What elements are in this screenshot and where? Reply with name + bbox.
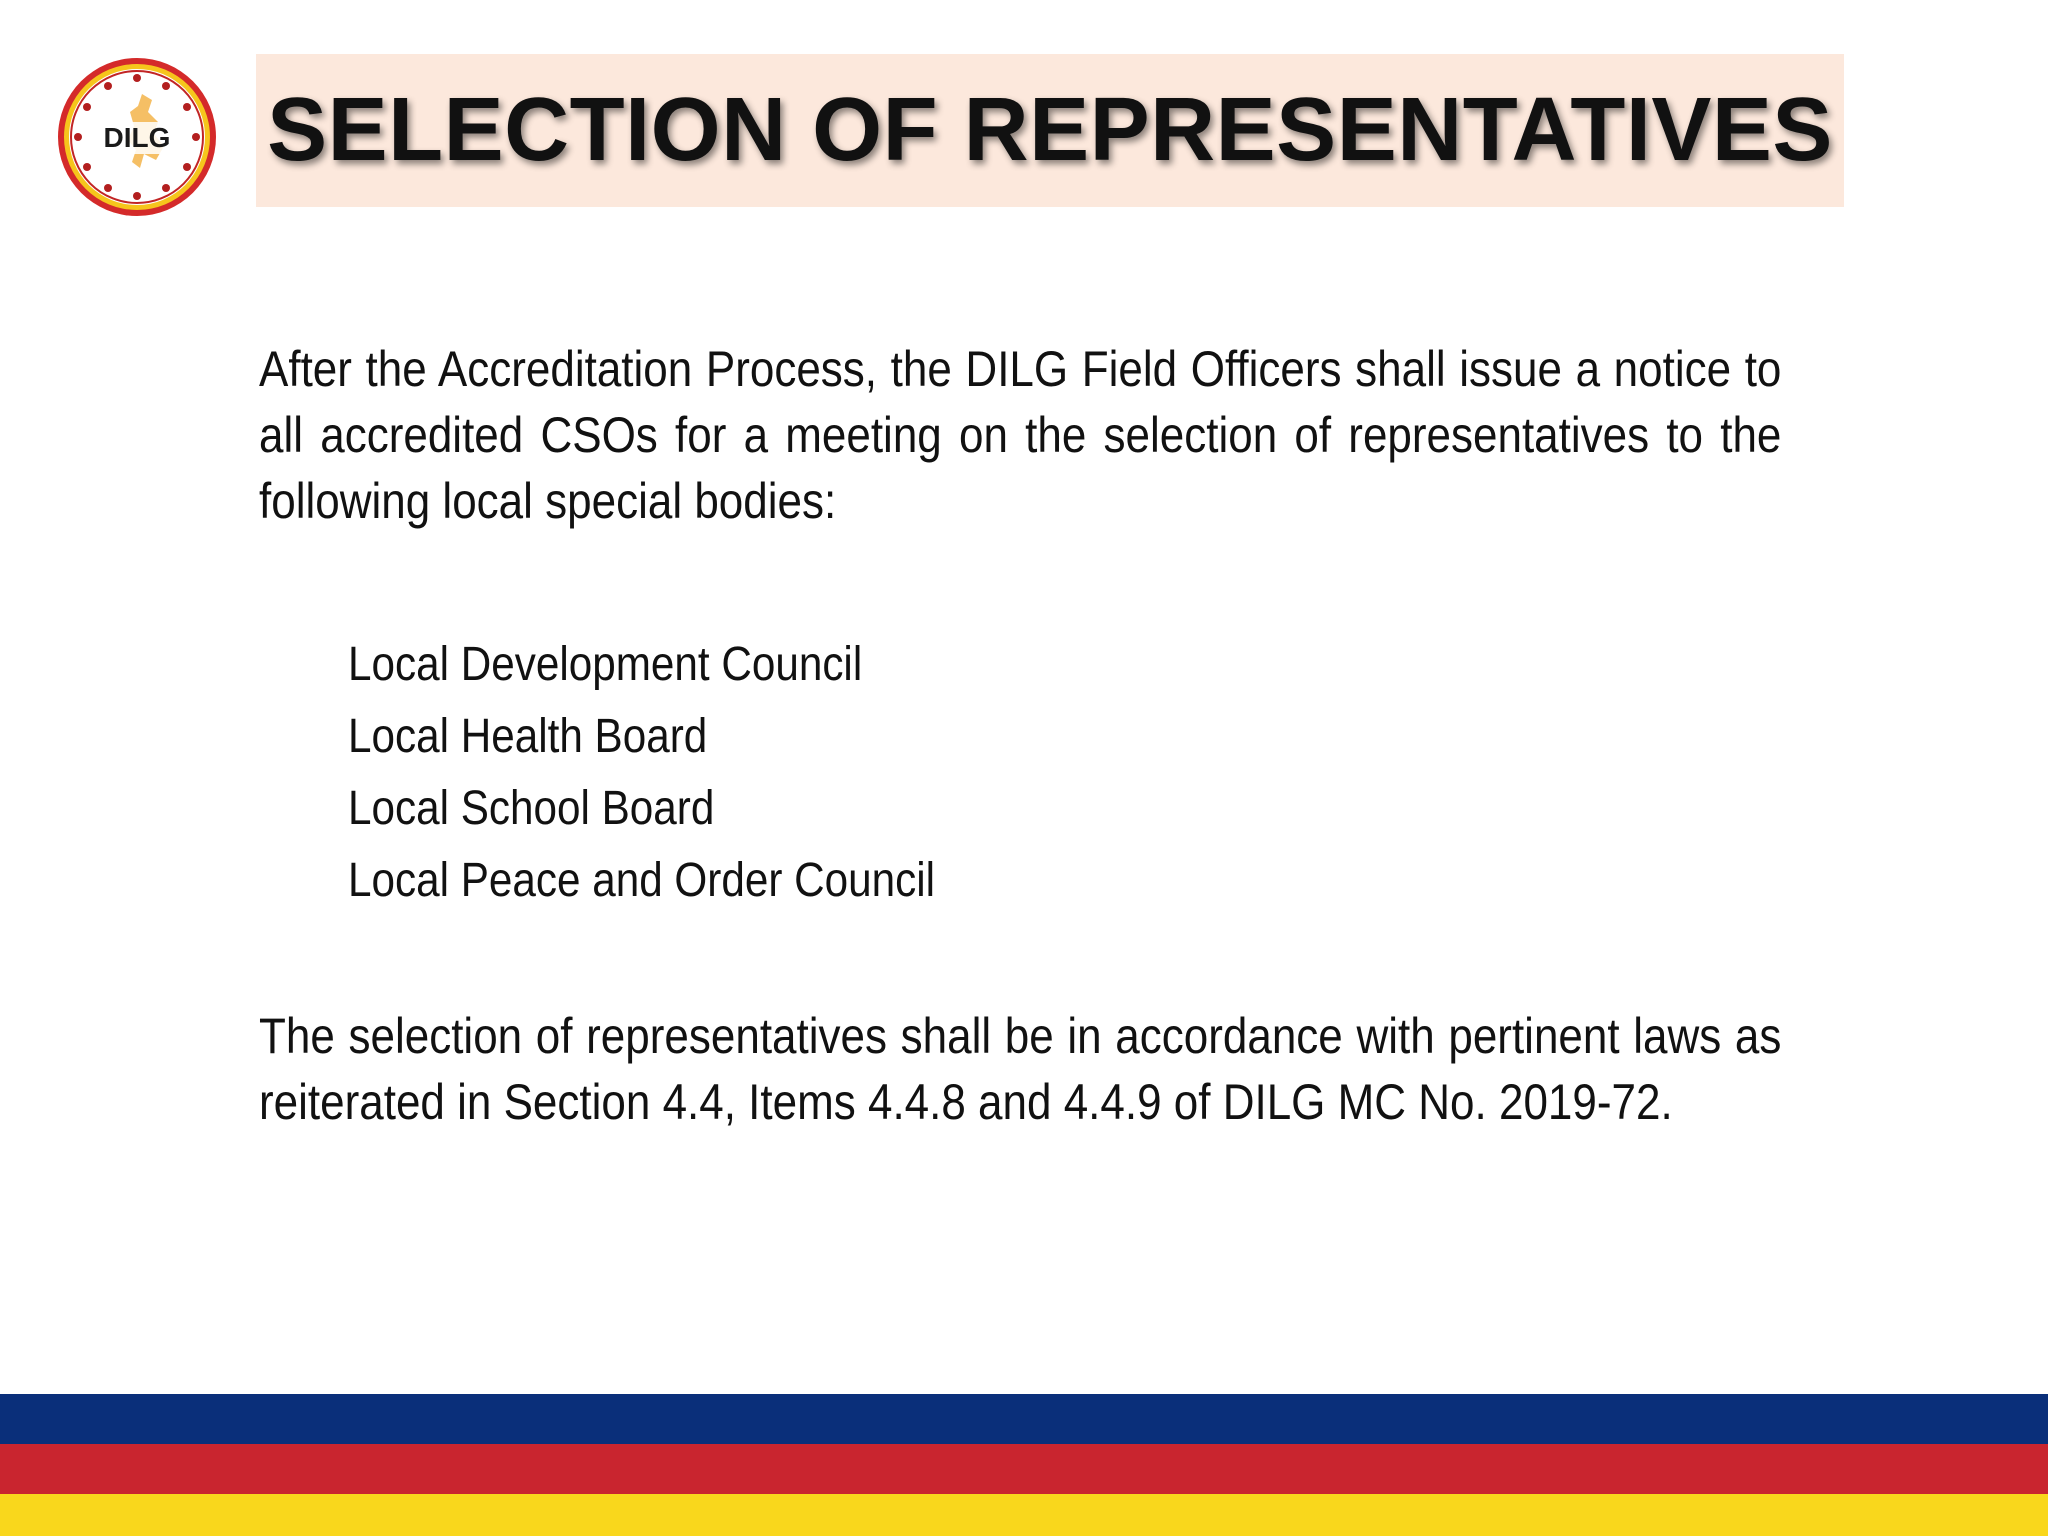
closing-paragraph-wrap — [259, 1003, 1782, 1135]
footer-stripe-yellow — [0, 1494, 2048, 1536]
list-item: Local School Board — [348, 782, 715, 835]
closing-paragraph: The selection of representatives shall be in accordance with pertinent laws as reiterated in Section 4.4, Items 4.4.8 and 4.4.9 of DILG MC No. 2019-72. — [259, 1008, 1782, 1130]
special-bodies-list — [348, 629, 935, 917]
page-title: SELECTION OF REPRESENTATIVES — [267, 80, 1833, 180]
title-band — [256, 54, 1844, 207]
dilg-seal-logo — [56, 56, 218, 218]
footer-stripe-red — [0, 1444, 2048, 1494]
list-item: Local Development Council — [348, 638, 863, 691]
intro-paragraph: After the Accreditation Process, the DILG Field Officers shall issue a notice to all accredited CSOs for a meeting on the selection of representatives to the following local special bodies: — [259, 341, 1782, 529]
footer-stripe-blue — [0, 1394, 2048, 1444]
intro-paragraph-wrap — [259, 336, 1782, 534]
list-item: Local Peace and Order Council — [348, 854, 936, 907]
list-item: Local Health Board — [348, 710, 708, 763]
logo-text: DILG — [103, 122, 171, 153]
